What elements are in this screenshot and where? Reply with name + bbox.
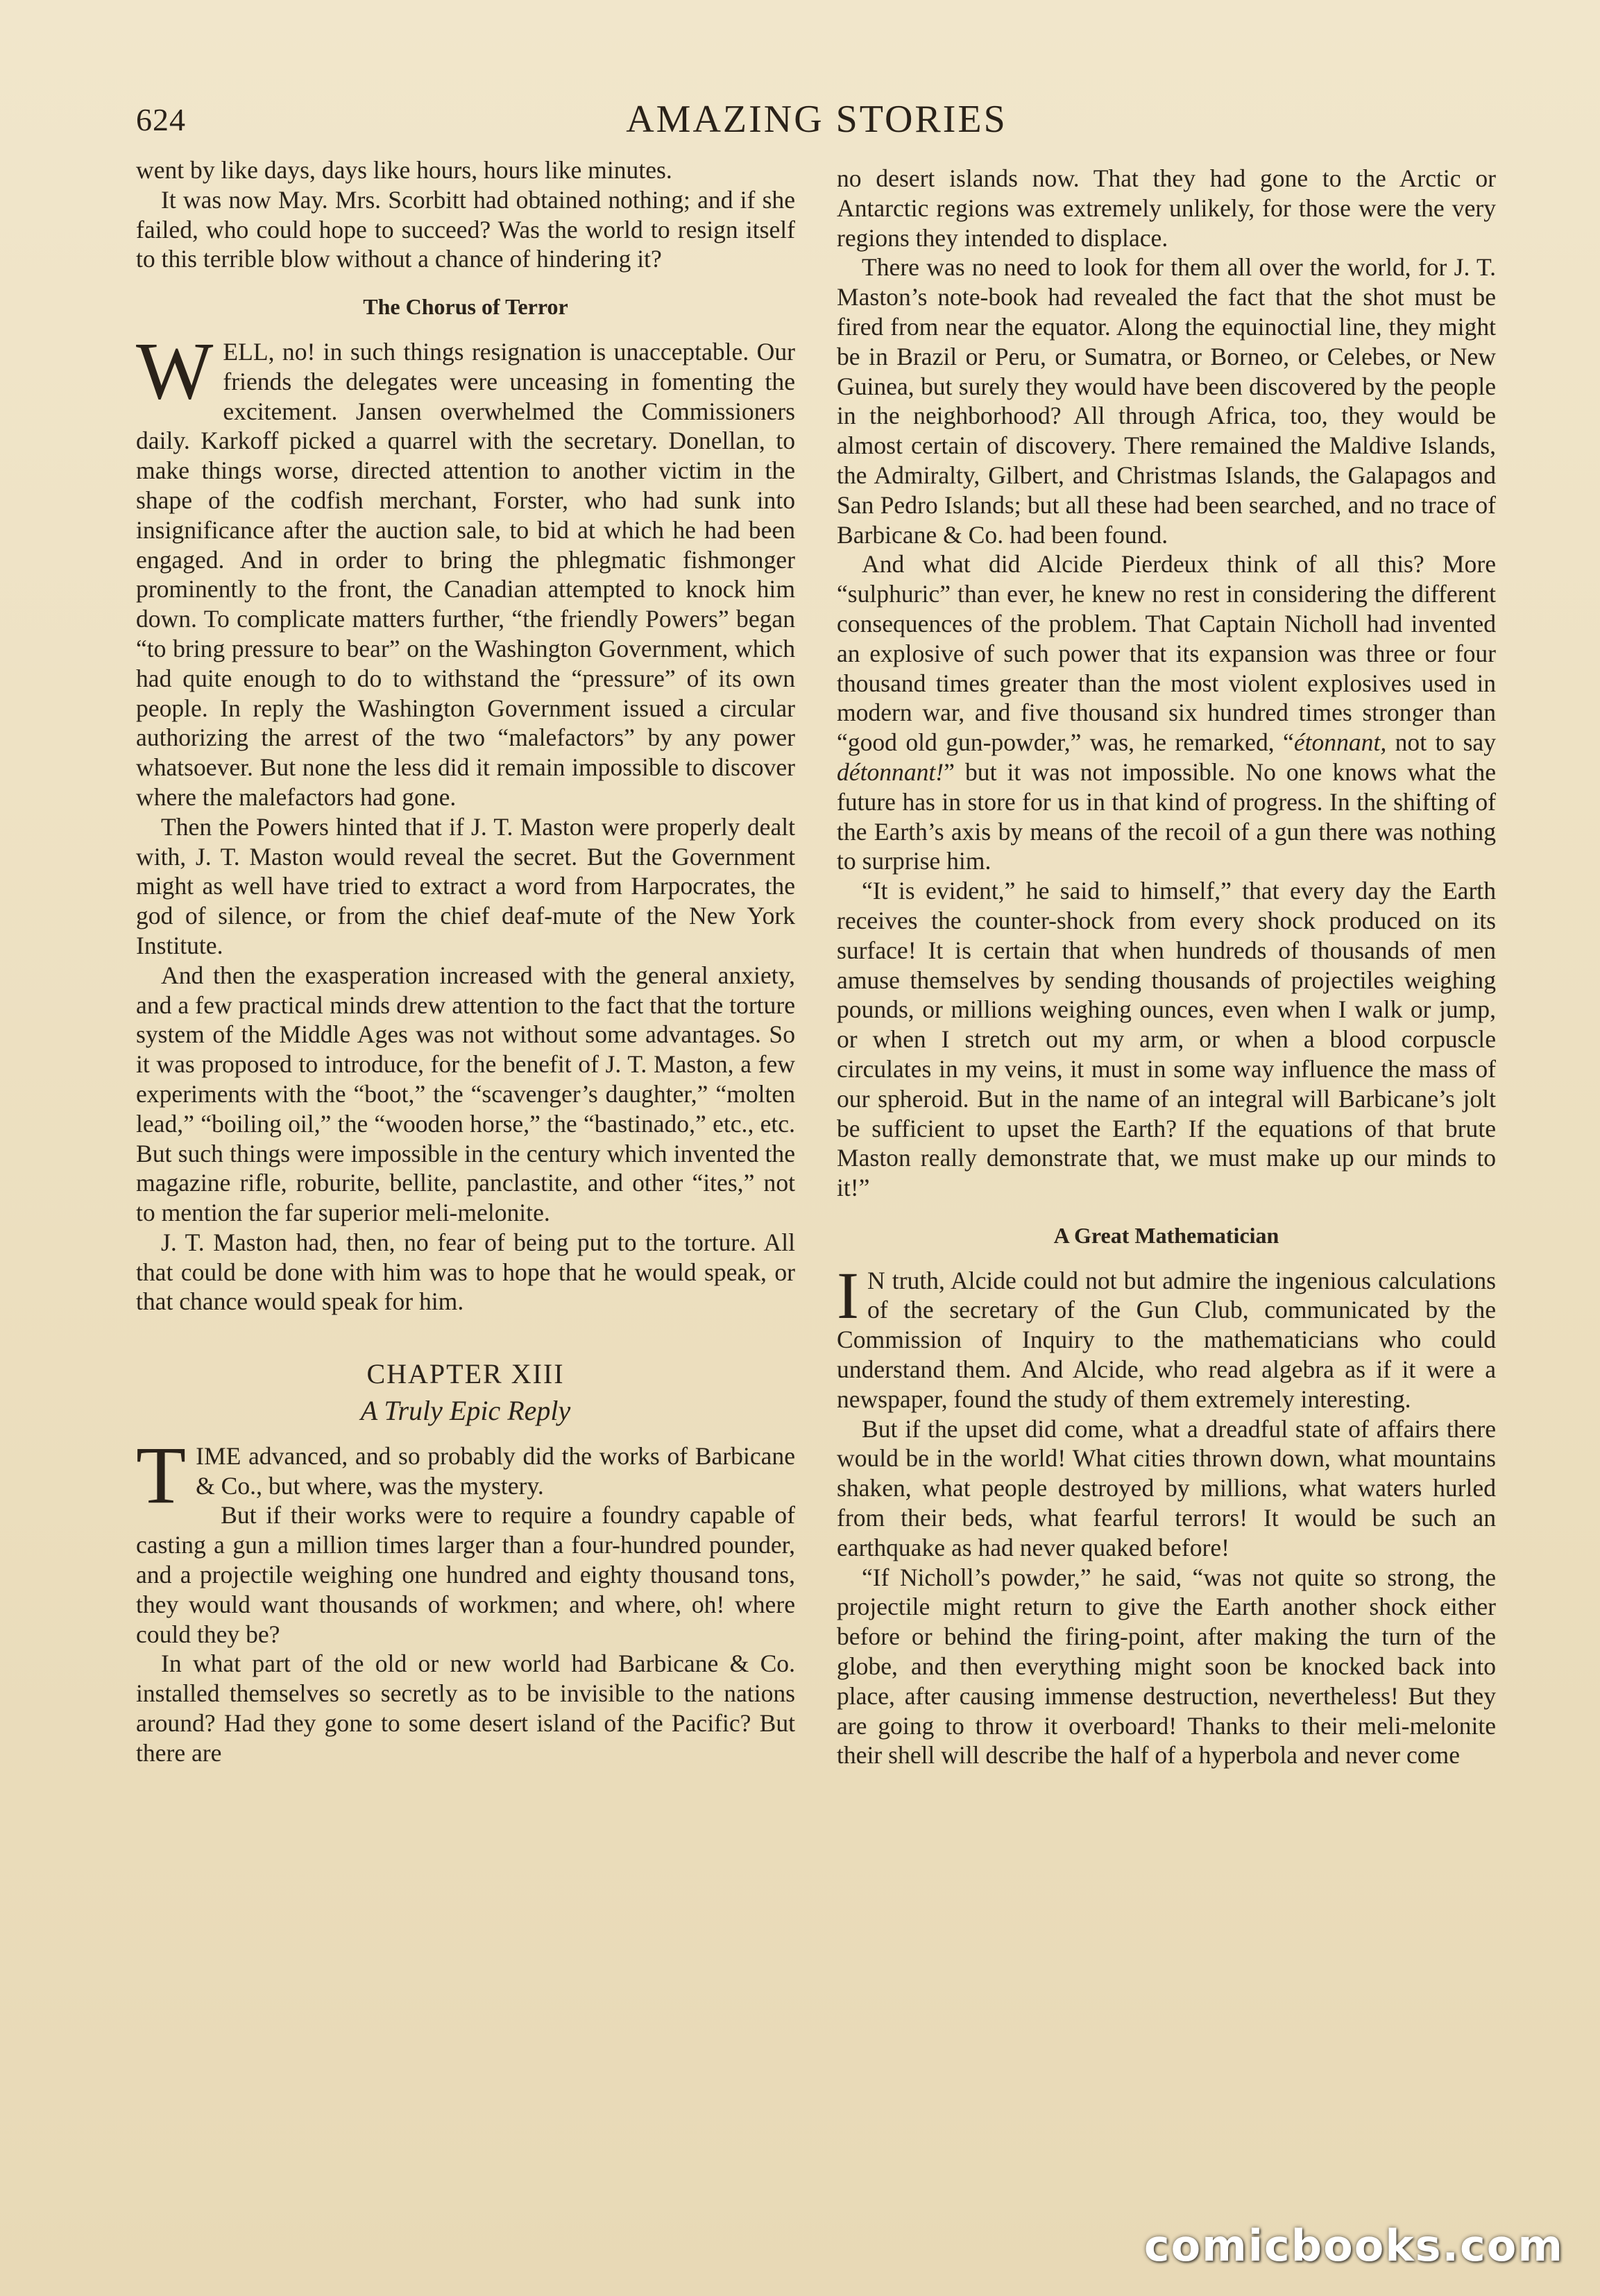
paragraph: no desert islands now. That they had gone to the Arctic or Antarctic regions was extremely unlikely, for those were the very regions they intended to displace. <box>837 164 1496 252</box>
paragraph-text: ELL, no! in such things resignation is unacceptable. Our friends the delegates were unceasing in fomenting the excitement. Jansen overwhelmed the Commissioners daily. Karkoff picked a quarrel with the secretary. Donellan, to make things worse, directed attention to another victim in the shape of the codfish merchant, Forster, who had sunk into insignificance after the auction sale, to bid at which he had been engaged. And in order to bring the phlegmatic fishmonger prominently to the front, the Canadian attempted to knock him down. To complicate matters further, “the friendly Powers” began “to bring pressure to bear” on the Washington Government, which had quite enough to do to withstand the “pressure” of its own people. In reply the Washington Government issued a circular authorizing the arrest of the two “malefactors” by any power whatsoever. But none the less did it remain impossible to discover where the malefactors had gone. <box>136 337 795 811</box>
paragraph: Then the Powers hinted that if J. T. Maston were properly dealt with, J. T. Maston would reveal the secret. But the Government might as well have tried to extract a word from Harpocrates, the god of silence, or from the chief deaf-mute of the New York Institute. <box>136 812 795 959</box>
italic-text: détonnant! <box>837 757 944 786</box>
paragraph: But if the upset did come, what a dreadful state of affairs there would be in the world! What cities thrown down, what mountains shaken, what people destroyed by millions, what waters hurled from their beds, what fearful terrors! It would be such an earthquake as had never quaked before! <box>837 1414 1496 1561</box>
paragraph <box>136 325 795 812</box>
left-column <box>136 155 795 1768</box>
paragraph: J. T. Maston had, then, no fear of being put to the torture. All that could be done with him was to hope that he would speak, or that chance would speak for him. <box>136 1228 795 1316</box>
paragraph: “If Nicholl’s powder,” he said, “was not quite so strong, the projectile might return to give the Earth another shock either before or behind the firing-point, after making the turn of the globe, and then everything might soon be knocked back into place, after causing immense destruction, nevertheless! But they are going to throw it overboard! Thanks to their meli-melonite their shell will describe the half of a hyperbola and never come <box>837 1563 1496 1770</box>
chapter-title: A Truly Epic Reply <box>360 1395 571 1427</box>
paragraph: There was no need to look for them all over the world, for J. T. Maston’s note-book had revealed the fact that the shot must be fired from near the equator. Along the equinoctial line, they might be in Brazil or Peru, or Sumatra, or Borneo, or Celebes, or New Guinea, but surely they would have been discovered by the people in the neighborhood? All through Africa, too, they would be almost certain of discovery. There remained the Maldive Islands, the Admiralty, Gilbert, and Christmas Islands, the Galapagos and San Pedro Islands; but all these had been searched, and no trace of Barbicane & Co. had been found. <box>837 253 1496 549</box>
site-watermark: comicbooks.com <box>1143 2220 1564 2271</box>
paragraph-text: IME advanced, and so probably did the works of Barbicane & Co., but where, was the mystery. <box>196 1441 795 1500</box>
section-heading-mathematician: A Great Mathematician <box>1053 1222 1279 1248</box>
paragraph <box>837 1258 1496 1414</box>
paragraph-text: not to say <box>1386 728 1497 757</box>
paragraph-text: ” but it was not impossible. No one knows what the future has in store for us in that kind of progress. In the shifting of the Earth’s axis by means of the recoil of a gun there was nothing to surprise him. <box>837 757 1496 875</box>
paragraph-text: And what did Alcide Pierdeux think of all this? More “sulphuric” than ever, he knew no rest in considering the different consequences of the problem. That Captain Nicholl had invented an explosive of such power that its expansion was three or four thousand times greater than the most violent explosives used in modern war, and five thousand six hundred times stronger than “good old gun-powder,” was, he remarked, “ <box>837 550 1496 757</box>
drop-cap: T <box>136 1429 187 1520</box>
right-column <box>837 164 1496 1770</box>
italic-text: étonnant, <box>1293 728 1387 757</box>
paragraph <box>136 1429 795 1520</box>
drop-cap: I <box>837 1258 859 1333</box>
paragraph: And then the exasperation increased with the general anxiety, and a few practical minds drew attention to the fact that the torture system of the Middle Ages was not without some advantages. So it was proposed to introduce, for the benefit of J. T. Maston, a few experiments with the “boot,” the “scavenger’s daughter,” “molten lead,” “boiling oil,” the “wooden horse,” the “bastinado,” etc., etc. But such things were impossible in the century which invented the magazine rifle, roburite, bellite, panclastite, and other “ites,” not to mention the far superior meli-melonite. <box>136 961 795 1227</box>
drop-cap: W <box>136 325 214 416</box>
paragraph-text: N truth, Alcide could not but admire the ingenious calculations of the secretary of the Gun Club, communicated by the Commission of Inquiry to the mathematicians who could understand them. And Alcide, who read algebra as if it were a newspaper, found the study of them extremely interesting. <box>837 1266 1496 1413</box>
section-heading-chorus: The Chorus of Terror <box>363 294 568 320</box>
paragraph: It was now May. Mrs. Scorbitt had obtained nothing; and if she failed, who could hope to succeed? Was the world to resign itself to this terrible blow without a chance of hindering it? <box>136 185 795 273</box>
paragraph: “It is evident,” he said to himself,” that every day the Earth receives the counter-shock from every shock produced on its surface! It is certain that when hundreds of thousands of men amuse themselves by sending thousands of projectiles weighing pounds, or millions weighing ounces, even when I walk or jump, or when I stretch out my arm, or when a blood corpuscle circulates in my veins, it must in some way influence the mass of our spheroid. But in the name of an integral will Barbicane’s jolt be sufficient to upset the Earth? If the equations of that brute Maston really demonstrate that, we must make up our minds to it!” <box>837 877 1496 1202</box>
magazine-title: AMAZING STORIES <box>626 98 1007 141</box>
paragraph: In what part of the old or new world had Barbicane & Co. installed themselves so secretly as to be invisible to the nations around? Had they gone to some desert island of the Pacific? But there are <box>136 1650 795 1767</box>
paragraph <box>837 549 1496 876</box>
paragraph: But if their works were to require a foundry capable of casting a gun a million times larger than a four-hundred pounder, and a projectile weighing one hundred and eighty thousand tons, they would want thousands of workmen; and where, oh! where could they be? <box>136 1501 795 1648</box>
page-number: 624 <box>136 102 186 137</box>
chapter-number: CHAPTER XIII <box>366 1358 565 1390</box>
page-header <box>136 97 1497 153</box>
paragraph: went by like days, days like hours, hours like minutes. <box>136 156 672 184</box>
